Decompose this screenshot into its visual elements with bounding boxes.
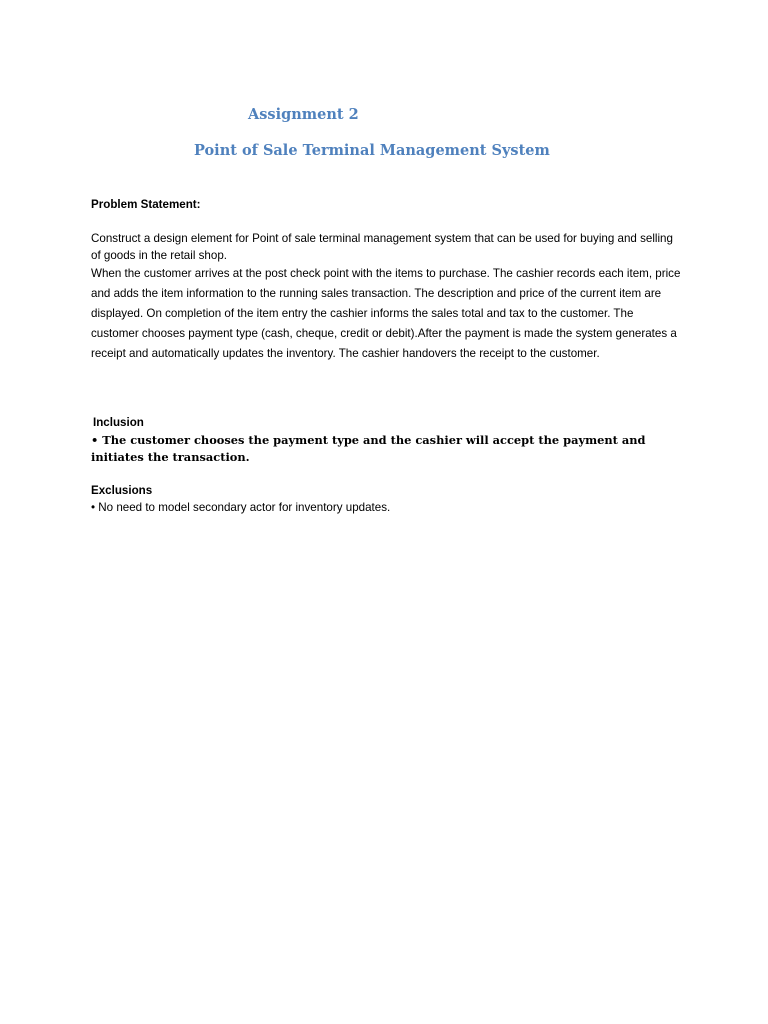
inclusion-list-item: • The customer chooses the payment type and the cashier will accept the payment and initiates the transaction. bbox=[91, 433, 646, 464]
assignment-title: Assignment 2 bbox=[248, 106, 359, 123]
inclusion-label: Inclusion bbox=[93, 416, 144, 429]
document-title: Point of Sale Terminal Management System bbox=[194, 142, 550, 159]
exclusions-list-item: • No need to model secondary actor for inventory updates. bbox=[91, 501, 391, 514]
problem-statement-label: Problem Statement: bbox=[91, 198, 201, 211]
problem-scenario-paragraph: When the customer arrives at the post check point with the items to purchase. The cashier records each item, price and adds the item information to the running sales transaction. The description and price of the current item are displayed. On completion of the item entry the cashier informs the sales total and tax to the customer. The customer chooses payment type (cash, cheque, credit or debit).After the payment is made the system generates a receipt and automatically updates the inventory. The cashier handovers the receipt to the customer. bbox=[91, 267, 681, 360]
exclusions-label: Exclusions bbox=[91, 484, 153, 497]
problem-intro-paragraph: Construct a design element for Point of sale terminal management system that can be used for buying and selling of goods in the retail shop. bbox=[91, 232, 673, 262]
